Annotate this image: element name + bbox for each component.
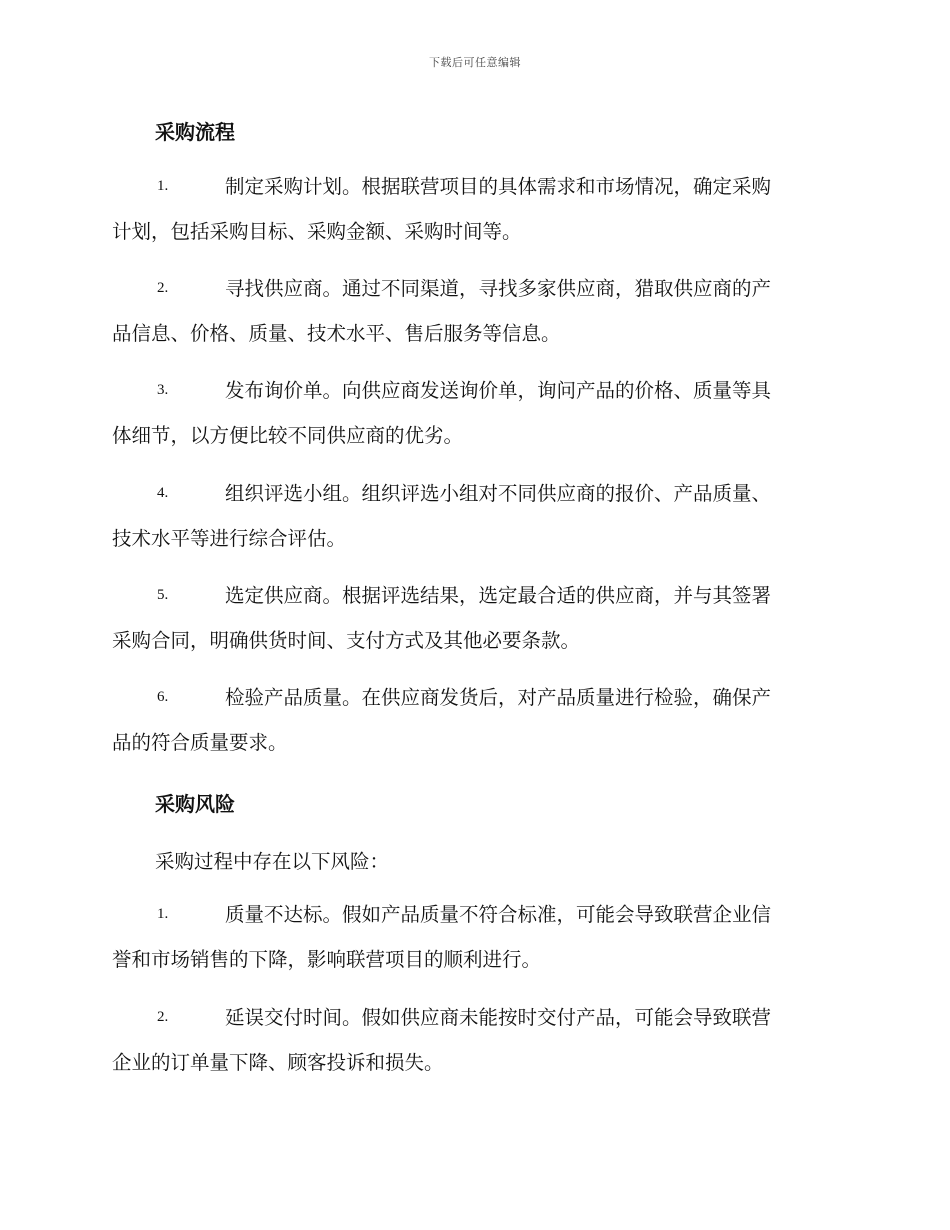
item-text-line1: 制定采购计划。根据联营项目的具体需求和市场情况，确定采购 [225, 175, 772, 198]
item-text-line2: 品信息、价格、质量、技术水平、售后服务等信息。 [112, 322, 561, 345]
section-title-procurement-process: 采购流程 [155, 120, 235, 144]
item-text-line2: 采购合同，明确供货时间、支付方式及其他必要条款。 [112, 629, 581, 652]
item-text-line2: 计划，包括采购目标、采购金额、采购时间等。 [112, 220, 522, 243]
item-number: 1. [157, 906, 169, 922]
list-item [112, 892, 832, 982]
item-number: 1. [157, 178, 169, 194]
item-text-line2: 品的符合质量要求。 [112, 731, 288, 754]
item-number: 2. [157, 280, 169, 296]
item-number: 6. [157, 689, 169, 705]
item-number: 3. [157, 382, 169, 398]
list-item [112, 368, 832, 458]
item-number: 4. [157, 485, 169, 501]
item-text-line1: 寻找供应商。通过不同渠道，寻找多家供应商，猎取供应商的产 [225, 277, 772, 300]
item-text-line2: 誉和市场销售的下降，影响联营项目的顺利进行。 [112, 948, 542, 971]
list-item [112, 573, 832, 663]
section-title-procurement-risk: 采购风险 [155, 792, 235, 816]
list-item [112, 675, 832, 765]
item-text-line1: 组织评选小组。组织评选小组对不同供应商的报价、产品质量、 [225, 482, 772, 505]
page-header: 下载后可任意编辑 [429, 56, 521, 69]
item-text-line2: 企业的订单量下降、顾客投诉和损失。 [112, 1051, 444, 1074]
item-number: 2. [157, 1009, 169, 1025]
item-number: 5. [157, 587, 169, 603]
list-item [112, 471, 832, 561]
item-text-line1: 选定供应商。根据评选结果，选定最合适的供应商，并与其签署 [225, 584, 772, 607]
list-item [112, 995, 832, 1085]
item-text-line1: 延误交付时间。假如供应商未能按时交付产品，可能会导致联营 [225, 1006, 772, 1029]
list-item [112, 266, 832, 356]
list-item [112, 164, 832, 254]
item-text-line1: 发布询价单。向供应商发送询价单，询问产品的价格、质量等具 [225, 379, 772, 402]
item-text-line2: 体细节，以方便比较不同供应商的优劣。 [112, 424, 464, 447]
item-text-line2: 技术水平等进行综合评估。 [112, 527, 347, 550]
item-text-line1: 质量不达标。假如产品质量不符合标准，可能会导致联营企业信 [225, 903, 772, 926]
item-text-line1: 检验产品质量。在供应商发货后，对产品质量进行检验，确保产 [225, 686, 772, 709]
section-intro: 采购过程中存在以下风险： [155, 850, 390, 873]
